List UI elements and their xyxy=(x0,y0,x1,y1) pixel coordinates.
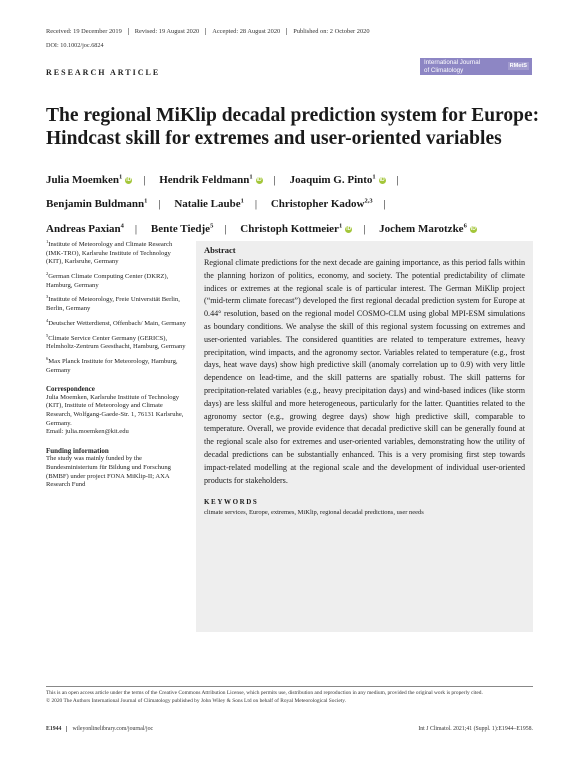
journal-logo[interactable] xyxy=(420,58,532,75)
article-info-sidebar xyxy=(46,238,188,490)
keywords-heading: KEYWORDS xyxy=(204,498,259,507)
received-date: Received: 19 December 2019 xyxy=(46,28,122,35)
journal-name xyxy=(424,59,480,74)
abstract-box xyxy=(196,241,533,632)
copyright-text: © 2020 The Authors International Journal of Climatology published by John Wiley & Sons Ltd on behalf of Royal Meteorological Society. xyxy=(46,697,346,704)
orcid-icon[interactable]: iD xyxy=(379,176,385,183)
author[interactable]: Julia Moemken$^1$ iD xyxy=(46,173,132,186)
published-date: Published on: 2 October 2020 xyxy=(286,28,375,35)
affiliation: $^1$Institute of Meteorology and Climate Research (IMK-TRO), Karlsruhe Institute of Technology (KIT), Karlsruhe, Germany xyxy=(46,239,173,266)
page-number: E1944 xyxy=(46,726,67,732)
author-separator: | xyxy=(396,173,399,186)
publication-dates xyxy=(46,28,376,35)
author-line xyxy=(46,166,546,191)
society-logo: RMetS xyxy=(509,63,527,69)
affiliation: $^4$Deutscher Wetterdienst, Offenbach/ Main, Germany xyxy=(46,317,186,327)
author[interactable]: Natalie Laube$^1$ xyxy=(174,197,244,211)
author[interactable]: Andreas Paxian$^4$ xyxy=(46,222,124,235)
citation: Int J Climatol. 2021;41 (Suppl. 1):E1944–E1958. xyxy=(418,726,533,732)
journal-name-line1: International Journal xyxy=(424,59,481,66)
section-label: RESEARCH ARTICLE xyxy=(46,68,161,77)
funding-text: The study was mainly funded by the Bundesministerium für Bildung und Forschung (BMBF) under project FONA MiKlip-II; AXA Research Fund xyxy=(46,455,171,489)
author[interactable]: Christopher Kadow$^{2,3}$ xyxy=(270,197,373,211)
license-notice xyxy=(46,686,533,705)
author-separator: | xyxy=(273,173,276,186)
orcid-icon[interactable]: iD xyxy=(470,225,476,232)
author[interactable]: Jochem Marotzke$^6$ iD xyxy=(379,222,476,235)
revised-date: Revised: 19 August 2020 xyxy=(128,28,205,35)
orcid-icon[interactable]: iD xyxy=(346,225,352,232)
author-separator: | xyxy=(143,173,146,186)
abstract-heading: Abstract xyxy=(204,245,236,255)
author-separator: | xyxy=(134,222,138,235)
abstract-text: Regional climate predictions for the next decade are gaining importance, as this period falls within the planning horizon of politics, economy, and society. The potential predictability of climate indices or extremes at the regional scale is of particular interest. The German MiKlip project (“mid-term climate forecast”) developed the first regional decadal prediction system for Europe at 0.44° resolution, based on the regional model COSMO-CLM using global MPI-ESM simulations as boundary conditions. We analyse the skill of this regional system focussing on extremes and user-oriented variables. The considered quantities are related to temperature extremes, heavy precipitation, wind impacts, and the agronomy sector. Variables related to temperature (e.g., frost days, heat wave days) show high predictive skill (anomaly correlation up to 0.9) with very little dependence on lead-time, and the skill patterns are spatially robust. The skill patterns for precipitation-related variables (e.g., heavy precipitation days) and wind-based indices (like storm days) are less skilful and more heterogeneous, particularly for the latter. Quantities related to the agronomy sector (e.g., growing degree days) show high predictive skill, comparable to temperature. Overall, we provide evidence that decadal predictive skill can be generally found at the regional scale also for extremes and user-oriented variables, demonstrating how the utility of decadal predictions can be substantially enhanced. This is a very promising first step towards impact-related modelling at the regional scale and the development of individual user-oriented products for stakeholders. xyxy=(204,258,525,485)
author-separator: | xyxy=(158,198,161,211)
author[interactable]: Joaquim G. Pinto$^1$ iD xyxy=(289,173,385,186)
accepted-date: Accepted: 28 August 2020 xyxy=(205,28,286,35)
journal-url[interactable]: wileyonlinelibrary.com/journal/joc xyxy=(72,726,154,732)
journal-name-line2: of Climatology xyxy=(424,66,464,74)
author-separator: | xyxy=(224,222,227,235)
affiliation: $^3$Institute of Meteorology, Freie Universität Berlin, Berlin, Germany xyxy=(46,294,180,313)
author-list xyxy=(46,166,546,240)
funding-heading: Funding information xyxy=(46,446,109,455)
author-line xyxy=(46,191,546,216)
affiliation: $^5$Climate Service Center Germany (GERICS), Helmholtz-Zentrum Geesthacht, Hamburg, Germany xyxy=(46,332,186,351)
license-text: This is an open access article under the terms of the Creative Commons Attribution License, which permits use, distribution and reproduction in any medium, provided the original work is properly cited. xyxy=(46,690,483,696)
orcid-icon[interactable]: iD xyxy=(256,176,262,183)
keywords-text: climate services, Europe, extremes, MiKlip, regional decadal predictions, user needs xyxy=(204,509,424,517)
author[interactable]: Christoph Kottmeier$^1$ iD xyxy=(240,222,352,235)
article-title: The regional MiKlip decadal prediction system for Europe: Hindcast skill for extremes and user-oriented variables xyxy=(46,105,540,149)
affiliation: $^6$Max Planck Institute for Meteorology, Hamburg, Germany xyxy=(46,355,178,374)
author-line xyxy=(46,215,546,240)
author-separator: | xyxy=(383,198,386,211)
orcid-icon[interactable]: iD xyxy=(126,176,132,183)
affiliation: $^2$German Climate Computing Center (DKRZ), Hamburg, Germany xyxy=(46,270,169,289)
correspondence-text: Julia Moemken, Karlsruhe Institute of Technology (KIT), Institute of Meteorology and Climate Research, Wolfgang-Gaede-Str. 1, 76131 Karlsruhe, Germany. xyxy=(46,393,184,427)
author-separator: | xyxy=(254,198,258,211)
author[interactable]: Benjamin Buldmann$^1$ xyxy=(46,197,148,211)
correspondence-heading: Correspondence xyxy=(46,385,95,394)
page-footer xyxy=(46,726,533,732)
author[interactable]: Hendrik Feldmann$^1$ iD xyxy=(159,173,262,186)
author-separator: | xyxy=(363,222,366,235)
correspondence-email[interactable]: Email: julia.moemken@kit.edu xyxy=(46,428,129,436)
doi[interactable]: DOI: 10.1002/joc.6824 xyxy=(46,42,104,49)
author[interactable]: Bente Tiedje$^5$ xyxy=(150,222,214,235)
